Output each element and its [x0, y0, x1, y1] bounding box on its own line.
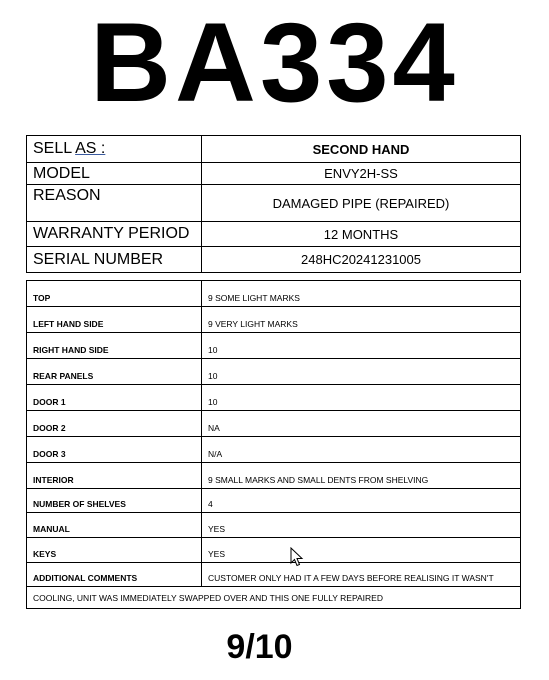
details-label: TOP: [27, 281, 202, 307]
details-row: [27, 538, 521, 563]
details-row: [27, 307, 521, 333]
summary-row-serial: [27, 247, 521, 273]
mouse-cursor-icon: [290, 547, 304, 567]
details-row: [27, 385, 521, 411]
reason-label: REASON: [27, 185, 202, 222]
details-label: LEFT HAND SIDE: [27, 307, 202, 333]
summary-table: [26, 135, 521, 273]
warranty-value: 12 MONTHS: [202, 222, 521, 247]
details-table: [26, 280, 521, 609]
details-label: INTERIOR: [27, 463, 202, 489]
reason-value: DAMAGED PIPE (REPAIRED): [202, 185, 521, 222]
model-label: MODEL: [27, 163, 202, 185]
serial-label: SERIAL NUMBER: [27, 247, 202, 273]
details-value: 9 VERY LIGHT MARKS: [202, 307, 521, 333]
details-row: [27, 513, 521, 538]
details-row: [27, 411, 521, 437]
details-value: 10: [202, 359, 521, 385]
sell-as-label-text: SELL: [33, 140, 76, 157]
details-row: [27, 333, 521, 359]
overall-score: 9/10: [226, 628, 293, 666]
summary-row-model: [27, 163, 521, 185]
details-value: NA: [202, 411, 521, 437]
details-value: 4: [202, 489, 521, 513]
details-row-comments-continued: [27, 587, 521, 609]
details-label: DOOR 1: [27, 385, 202, 411]
details-value: N/A: [202, 437, 521, 463]
details-label: DOOR 3: [27, 437, 202, 463]
details-label: DOOR 2: [27, 411, 202, 437]
details-value: 10: [202, 385, 521, 411]
model-value: ENVY2H-SS: [202, 163, 521, 185]
serial-value: 248HC20241231005: [202, 247, 521, 273]
details-value: YES: [202, 538, 521, 563]
warranty-label: WARRANTY PERIOD: [27, 222, 202, 247]
details-label: KEYS: [27, 538, 202, 563]
details-value: 9 SMALL MARKS AND SMALL DENTS FROM SHELVING: [202, 463, 521, 489]
details-row: [27, 281, 521, 307]
details-row: [27, 437, 521, 463]
details-label: MANUAL: [27, 513, 202, 538]
sell-as-label: [27, 136, 202, 163]
sell-as-value: SECOND HAND: [202, 136, 521, 163]
details-row: [27, 563, 521, 587]
details-label: NUMBER OF SHELVES: [27, 489, 202, 513]
details-value: 10: [202, 333, 521, 359]
details-row: [27, 359, 521, 385]
summary-row-reason: [27, 185, 521, 222]
additional-comments-continued: COOLING, UNIT WAS IMMEDIATELY SWAPPED OVER AND THIS ONE FULLY REPAIRED: [27, 587, 521, 609]
details-value: YES: [202, 513, 521, 538]
product-code: BA334: [90, 0, 459, 125]
sell-as-label-underlined: AS :: [75, 140, 106, 157]
details-value: 9 SOME LIGHT MARKS: [202, 281, 521, 307]
details-row: [27, 463, 521, 489]
details-row: [27, 489, 521, 513]
details-label: RIGHT HAND SIDE: [27, 333, 202, 359]
details-label: ADDITIONAL COMMENTS: [27, 563, 202, 587]
details-label: REAR PANELS: [27, 359, 202, 385]
summary-row-warranty: [27, 222, 521, 247]
summary-row-sell-as: [27, 136, 521, 163]
details-value: CUSTOMER ONLY HAD IT A FEW DAYS BEFORE REALISING IT WASN'T: [202, 563, 521, 587]
